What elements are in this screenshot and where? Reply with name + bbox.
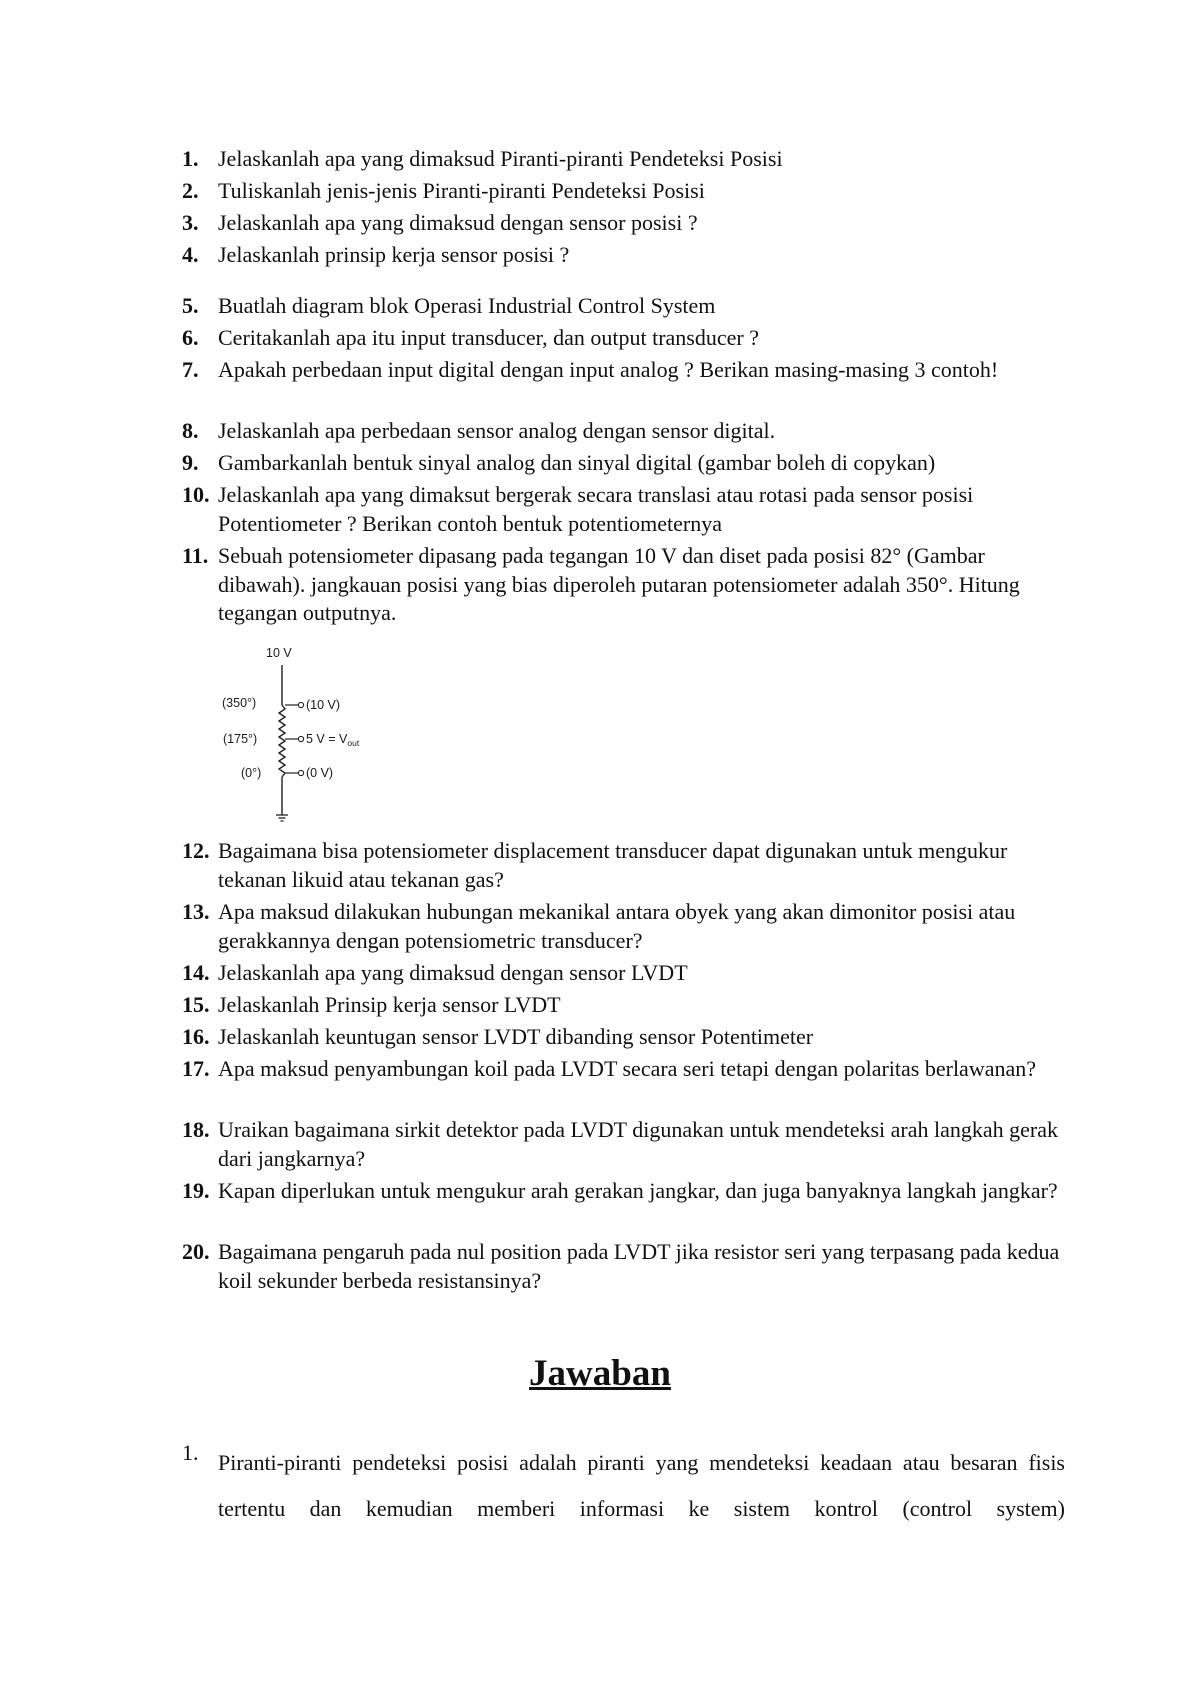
answer-number: 1. (182, 1440, 199, 1465)
question-text: Tuliskanlah jenis-jenis Piranti-piranti Pendeteksi Posisi (218, 178, 705, 203)
question-text: Buatlah diagram blok Operasi Industrial Control System (218, 293, 716, 318)
question-text: Bagaimana pengaruh pada nul position pada LVDT jika resistor seri yang terpasang pada kedua koil sekunder berbeda resistansinya? (218, 1239, 1060, 1293)
question-text: Uraikan bagaimana sirkit detektor pada LVDT digunakan untuk mendeteksi arah langkah gerak dari jangkarnya? (218, 1117, 1059, 1171)
ground-icon (276, 815, 288, 821)
question-text: Jelaskanlah Prinsip kerja sensor LVDT (218, 992, 561, 1017)
tap-top-angle: (350°) (222, 696, 257, 710)
supply-label: 10 V (266, 646, 292, 660)
question-number: 2. (182, 178, 199, 203)
tap-mid-angle: (175°) (223, 732, 258, 746)
question-text: Ceritakanlah apa itu input transducer, dan output transducer ? (218, 325, 759, 350)
question-text: Sebuah potensiometer dipasang pada tegangan 10 V dan diset pada posisi 82° (Gambar dibawah). jangkauan posisi yang bias diperoleh putaran potensiometer adalah 350°. Hitung tegangan outputnya. (218, 543, 1020, 625)
answers-heading: Jawaban (529, 1353, 671, 1394)
question-text: Apakah perbedaan input digital dengan input analog ? Berikan masing-masing 3 contoh! (218, 357, 999, 382)
tap-mid-terminal (298, 736, 303, 741)
question-number: 9. (182, 450, 199, 475)
question-number: 10. (182, 482, 210, 507)
question-number: 6. (182, 325, 199, 350)
tap-mid-voltage: 5 $V = V_{out}$ (306, 732, 360, 748)
question-number: 7. (182, 357, 199, 382)
question-number: 15. (182, 992, 210, 1017)
tap-top-voltage: (10 V) (306, 698, 341, 712)
question-text: Jelaskanlah apa perbedaan sensor analog dengan sensor digital. (218, 418, 776, 443)
question-number: 16. (182, 1024, 210, 1049)
question-text: Jelaskanlah apa yang dimaksut bergerak secara translasi atau rotasi pada sensor posisi Potentiometer ? Berikan contoh bentuk potentiometernya (218, 482, 974, 536)
question-text: Apa maksud dilakukan hubungan mekanikal antara obyek yang akan dimonitor posisi atau gerakkannya dengan potensiometric transducer? (218, 899, 1016, 953)
question-text: Kapan diperlukan untuk mengukur arah gerakan jangkar, dan juga banyaknya langkah jangkar? (218, 1178, 1058, 1203)
question-number: 4. (182, 242, 199, 267)
question-number: 12. (182, 838, 210, 863)
question-number: 19. (182, 1178, 210, 1203)
tap-top-terminal (298, 702, 303, 707)
question-text: Jelaskanlah prinsip kerja sensor posisi ? (218, 242, 570, 267)
question-text: Bagaimana bisa potensiometer displacement transducer dapat digunakan untuk mengukur tekanan likuid atau tekanan gas? (218, 838, 1008, 892)
question-number: 5. (182, 293, 199, 318)
question-number: 13. (182, 899, 210, 924)
resistor-zigzag (279, 705, 285, 777)
question-text: Apa maksud penyambungan koil pada LVDT secara seri tetapi dengan polaritas berlawanan? (218, 1056, 1036, 1081)
potentiometer-diagram (222, 643, 402, 828)
question-number: 18. (182, 1117, 210, 1142)
tap-bot-terminal (298, 770, 303, 775)
tap-bot-angle: (0°) (241, 766, 262, 780)
question-text: Jelaskanlah keuntugan sensor LVDT dibanding sensor Potentimeter (218, 1024, 814, 1049)
question-number: 14. (182, 960, 210, 985)
question-number: 20. (182, 1239, 210, 1264)
answer-text: Piranti-piranti pendeteksi posisi adalah piranti yang mendeteksi keadaan atau besaran fisis tertentu dan kemudian memberi informasi ke sistem kontrol (control system) (218, 1450, 1065, 1521)
question-text: Gambarkanlah bentuk sinyal analog dan sinyal digital (gambar boleh di copykan) (218, 450, 936, 475)
question-number: 3. (182, 210, 199, 235)
question-number: 11. (182, 543, 209, 568)
question-text: Jelaskanlah apa yang dimaksud Piranti-piranti Pendeteksi Posisi (218, 146, 783, 171)
question-text: Jelaskanlah apa yang dimaksud dengan sensor LVDT (218, 960, 688, 985)
tap-bot-voltage: (0 V) (306, 766, 334, 780)
question-number: 1. (182, 146, 199, 171)
question-text: Jelaskanlah apa yang dimaksud dengan sensor posisi ? (218, 210, 698, 235)
question-number: 17. (182, 1056, 210, 1081)
question-number: 8. (182, 418, 199, 443)
